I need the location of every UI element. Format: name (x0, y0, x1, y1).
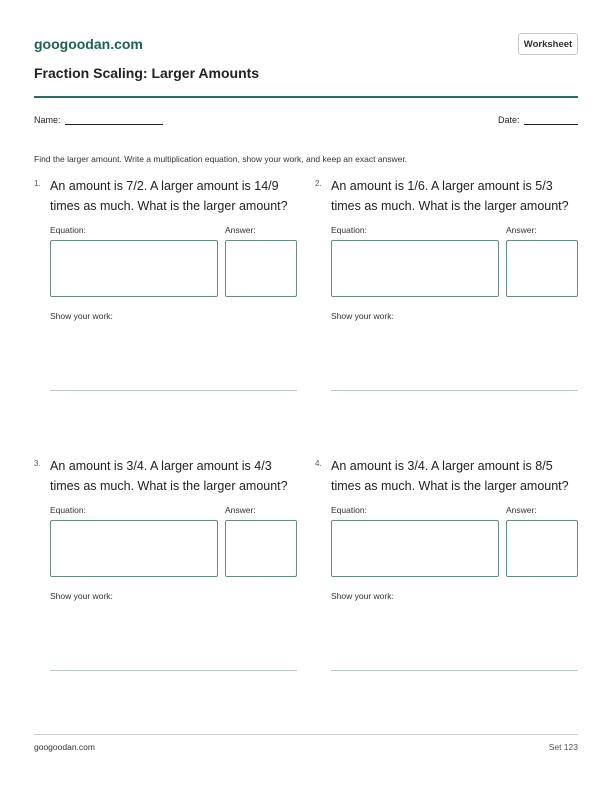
header-divider (34, 96, 578, 98)
page-title: Fraction Scaling: Larger Amounts (34, 65, 260, 81)
problem-text: An amount is 7/2. A larger amount is 14/9 times as much. What is the larger amount? (50, 179, 288, 213)
equation-label: Equation: (50, 225, 86, 235)
problem-2 (315, 176, 575, 406)
problem-number: 2. (315, 179, 322, 188)
name-label: Name: (34, 115, 61, 125)
equation-box[interactable] (50, 520, 218, 577)
date-label: Date: (498, 115, 520, 125)
answer-box[interactable] (225, 520, 297, 577)
work-line (50, 670, 297, 671)
work-line (331, 670, 578, 671)
brand-logo-text: googoodan.com (34, 36, 143, 52)
problem-number: 4. (315, 459, 322, 468)
problem-text: An amount is 3/4. A larger amount is 8/5 times as much. What is the larger amount? (331, 459, 569, 493)
work-label: Show your work: (331, 591, 394, 601)
equation-box[interactable] (50, 240, 218, 297)
equation-label: Equation: (50, 505, 86, 515)
equation-label: Equation: (331, 225, 367, 235)
answer-box[interactable] (225, 240, 297, 297)
answer-label: Answer: (225, 225, 256, 235)
work-line (331, 390, 578, 391)
instructions: Find the larger amount. Write a multiplication equation, show your work, and keep an exact answer. (34, 154, 408, 164)
equation-box[interactable] (331, 520, 499, 577)
problem-number: 1. (34, 179, 41, 188)
answer-label: Answer: (506, 505, 537, 515)
problem-text: An amount is 1/6. A larger amount is 5/3 times as much. What is the larger amount? (331, 179, 569, 213)
work-label: Show your work: (50, 311, 113, 321)
equation-box[interactable] (331, 240, 499, 297)
work-line (50, 390, 297, 391)
work-label: Show your work: (331, 311, 394, 321)
answer-label: Answer: (506, 225, 537, 235)
date-field[interactable] (524, 124, 578, 125)
answer-box[interactable] (506, 520, 578, 577)
problem-4 (315, 456, 575, 686)
problem-1 (34, 176, 294, 406)
footer-divider (34, 734, 578, 735)
problem-3 (34, 456, 294, 686)
answer-label: Answer: (225, 505, 256, 515)
worksheet-badge: Worksheet (518, 33, 578, 55)
work-label: Show your work: (50, 591, 113, 601)
problem-text: An amount is 3/4. A larger amount is 4/3 times as much. What is the larger amount? (50, 459, 288, 493)
answer-box[interactable] (506, 240, 578, 297)
problem-number: 3. (34, 459, 41, 468)
footer-site: googoodan.com (34, 742, 95, 752)
footer-set-label: Set 123 (548, 742, 578, 752)
equation-label: Equation: (331, 505, 367, 515)
name-field[interactable] (65, 124, 163, 125)
